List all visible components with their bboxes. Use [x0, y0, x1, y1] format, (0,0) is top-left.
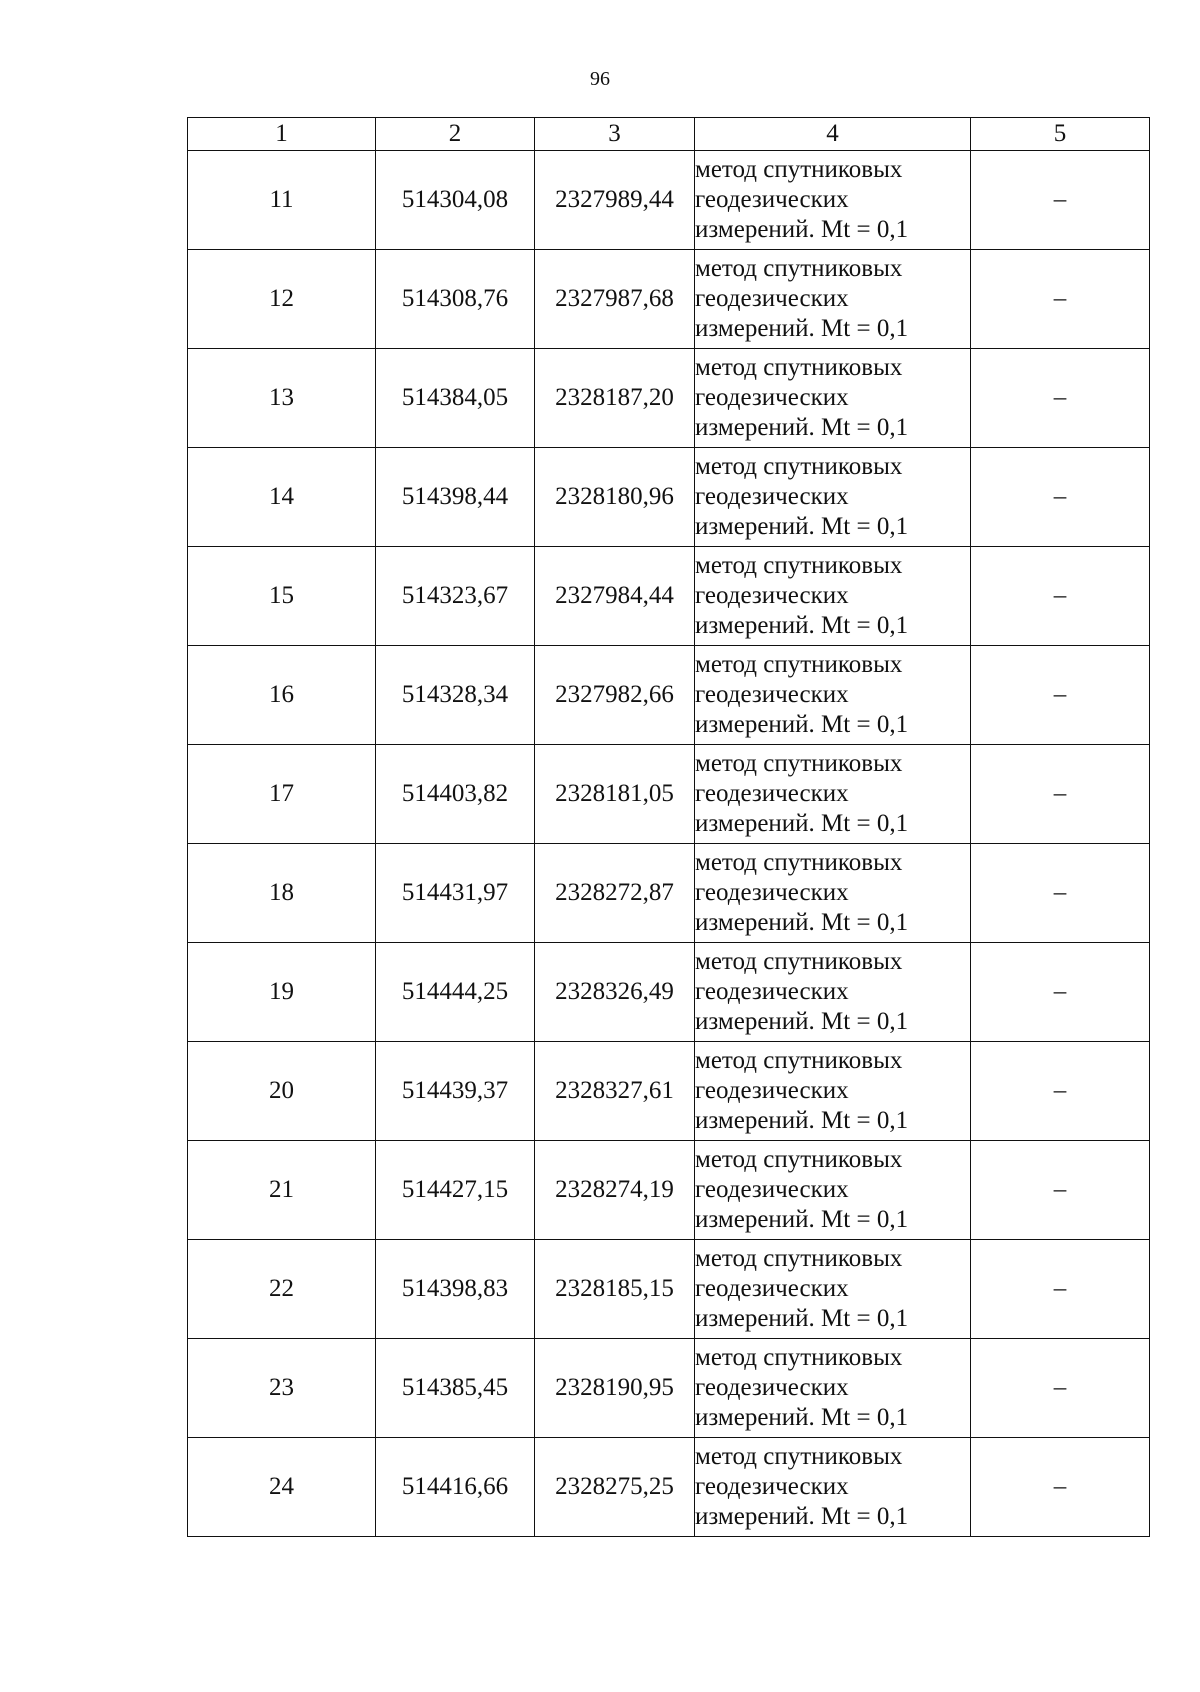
coordinates-table	[187, 117, 1150, 1537]
header-col-5: 5	[971, 118, 1150, 151]
table-row	[188, 547, 1150, 646]
note-cell: –	[971, 151, 1150, 250]
x-coordinate-cell: 514439,37	[376, 1042, 535, 1141]
table-row	[188, 448, 1150, 547]
note-cell: –	[971, 745, 1150, 844]
table-row	[188, 745, 1150, 844]
point-number-cell: 22	[188, 1240, 376, 1339]
method-cell: метод спутниковых геодезических измерений. Mt = 0,1	[695, 250, 971, 349]
header-col-2: 2	[376, 118, 535, 151]
x-coordinate-cell: 514304,08	[376, 151, 535, 250]
point-number-cell: 11	[188, 151, 376, 250]
table-row	[188, 151, 1150, 250]
method-cell: метод спутниковых геодезических измерений. Mt = 0,1	[695, 1438, 971, 1537]
y-coordinate-cell: 2328274,19	[535, 1141, 695, 1240]
point-number-cell: 14	[188, 448, 376, 547]
y-coordinate-cell: 2327987,68	[535, 250, 695, 349]
table-row	[188, 1240, 1150, 1339]
note-cell: –	[971, 1240, 1150, 1339]
method-cell: метод спутниковых геодезических измерений. Mt = 0,1	[695, 151, 971, 250]
note-cell: –	[971, 943, 1150, 1042]
point-number-cell: 15	[188, 547, 376, 646]
header-col-1: 1	[188, 118, 376, 151]
y-coordinate-cell: 2327989,44	[535, 151, 695, 250]
method-cell: метод спутниковых геодезических измерений. Mt = 0,1	[695, 547, 971, 646]
method-cell: метод спутниковых геодезических измерений. Mt = 0,1	[695, 646, 971, 745]
x-coordinate-cell: 514385,45	[376, 1339, 535, 1438]
method-cell: метод спутниковых геодезических измерений. Mt = 0,1	[695, 1141, 971, 1240]
point-number-cell: 17	[188, 745, 376, 844]
point-number-cell: 19	[188, 943, 376, 1042]
x-coordinate-cell: 514308,76	[376, 250, 535, 349]
method-cell: метод спутниковых геодезических измерений. Mt = 0,1	[695, 844, 971, 943]
point-number-cell: 13	[188, 349, 376, 448]
table-row	[188, 844, 1150, 943]
header-row	[188, 118, 1150, 151]
note-cell: –	[971, 1438, 1150, 1537]
note-cell: –	[971, 1141, 1150, 1240]
note-cell: –	[971, 349, 1150, 448]
point-number-cell: 21	[188, 1141, 376, 1240]
x-coordinate-cell: 514416,66	[376, 1438, 535, 1537]
table-row	[188, 250, 1150, 349]
x-coordinate-cell: 514403,82	[376, 745, 535, 844]
y-coordinate-cell: 2328180,96	[535, 448, 695, 547]
note-cell: –	[971, 547, 1150, 646]
point-number-cell: 20	[188, 1042, 376, 1141]
x-coordinate-cell: 514398,44	[376, 448, 535, 547]
point-number-cell: 18	[188, 844, 376, 943]
method-cell: метод спутниковых геодезических измерений. Mt = 0,1	[695, 1042, 971, 1141]
y-coordinate-cell: 2327982,66	[535, 646, 695, 745]
note-cell: –	[971, 250, 1150, 349]
point-number-cell: 23	[188, 1339, 376, 1438]
y-coordinate-cell: 2328272,87	[535, 844, 695, 943]
x-coordinate-cell: 514384,05	[376, 349, 535, 448]
table-row	[188, 1042, 1150, 1141]
method-cell: метод спутниковых геодезических измерений. Mt = 0,1	[695, 448, 971, 547]
method-cell: метод спутниковых геодезических измерений. Mt = 0,1	[695, 1240, 971, 1339]
note-cell: –	[971, 448, 1150, 547]
note-cell: –	[971, 844, 1150, 943]
y-coordinate-cell: 2328181,05	[535, 745, 695, 844]
method-cell: метод спутниковых геодезических измерений. Mt = 0,1	[695, 349, 971, 448]
x-coordinate-cell: 514444,25	[376, 943, 535, 1042]
table-header	[188, 118, 1150, 151]
table-body	[188, 151, 1150, 1537]
y-coordinate-cell: 2328327,61	[535, 1042, 695, 1141]
note-cell: –	[971, 1339, 1150, 1438]
header-col-4: 4	[695, 118, 971, 151]
x-coordinate-cell: 514427,15	[376, 1141, 535, 1240]
note-cell: –	[971, 1042, 1150, 1141]
table-row	[188, 349, 1150, 448]
method-cell: метод спутниковых геодезических измерений. Mt = 0,1	[695, 745, 971, 844]
method-cell: метод спутниковых геодезических измерений. Mt = 0,1	[695, 943, 971, 1042]
y-coordinate-cell: 2328187,20	[535, 349, 695, 448]
x-coordinate-cell: 514323,67	[376, 547, 535, 646]
point-number-cell: 24	[188, 1438, 376, 1537]
table-row	[188, 1438, 1150, 1537]
x-coordinate-cell: 514328,34	[376, 646, 535, 745]
y-coordinate-cell: 2328190,95	[535, 1339, 695, 1438]
point-number-cell: 16	[188, 646, 376, 745]
table-row	[188, 1339, 1150, 1438]
y-coordinate-cell: 2328185,15	[535, 1240, 695, 1339]
page-number: 96	[590, 68, 610, 90]
point-number-cell: 12	[188, 250, 376, 349]
x-coordinate-cell: 514398,83	[376, 1240, 535, 1339]
method-cell: метод спутниковых геодезических измерений. Mt = 0,1	[695, 1339, 971, 1438]
y-coordinate-cell: 2328326,49	[535, 943, 695, 1042]
table-row	[188, 943, 1150, 1042]
note-cell: –	[971, 646, 1150, 745]
y-coordinate-cell: 2327984,44	[535, 547, 695, 646]
table-row	[188, 1141, 1150, 1240]
table-row	[188, 646, 1150, 745]
y-coordinate-cell: 2328275,25	[535, 1438, 695, 1537]
header-col-3: 3	[535, 118, 695, 151]
x-coordinate-cell: 514431,97	[376, 844, 535, 943]
